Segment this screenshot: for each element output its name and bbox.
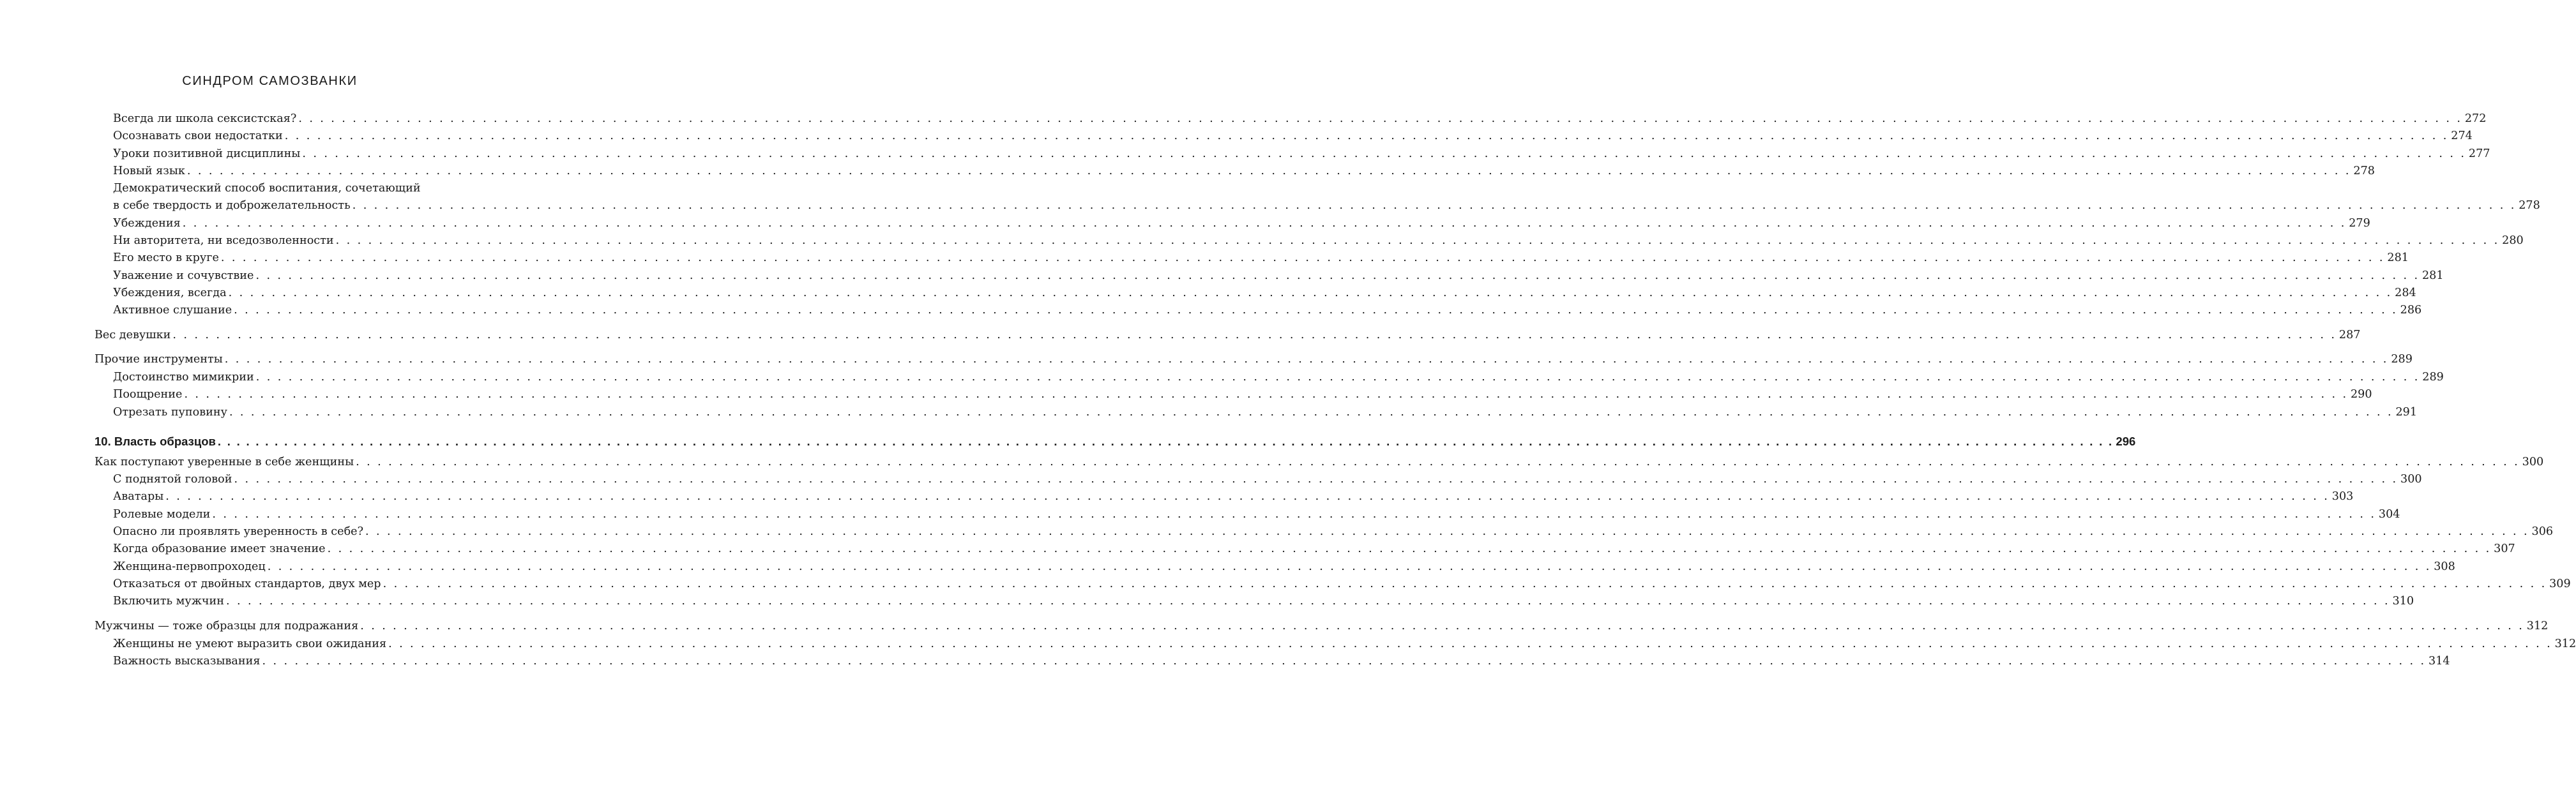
toc-entry <box>113 404 2418 421</box>
toc-page-number: 312 <box>2554 637 2576 650</box>
toc-page-number: 272 <box>2464 112 2487 125</box>
toc-dot-leader: . . . . . . . . . . . . . . . . . . . . . . . . . . . . . . . . . . . . . . . . . . . . . . . . . . . . . . . . . . . . . . . . . . . . . . . . . . . . . . . . . . . . . . . . . . . . . . . . . . . . . . . . . . . . . . . . . . . . . . . . . . . . . . . . . . . . . . . . . . . . . . . . . . . . . . . . . . . . . . . . . . . . . . . . . . . . . . . . . . . . . . . . . . . . . . . . . . . . . . . . <box>298 112 2462 125</box>
toc-page-number: 296 <box>2116 434 2136 448</box>
running-head: СИНДРОМ САМОЗВАНКИ <box>182 74 358 88</box>
toc-dot-leader: . . . . . . . . . . . . . . . . . . . . . . . . . . . . . . . . . . . . . . . . . . . . . . . . . . . . . . . . . . . . . . . . . . . . . . . . . . . . . . . . . . . . . . . . . . . . . . . . . . . . . . . . . . . . . . . . . . . . . . . . . . . . . . . . . . . . . . . . . . . . . . . . . . . . . . . . . . . . . . . . . . . . . . . . . . . . . . . . . . . . . . . . . . . . . . . . . . . . . . . . <box>226 594 2390 608</box>
toc-dot-leader: . . . . . . . . . . . . . . . . . . . . . . . . . . . . . . . . . . . . . . . . . . . . . . . . . . . . . . . . . . . . . . . . . . . . . . . . . . . . . . . . . . . . . . . . . . . . . . . . . . . . . . . . . . . . . . . . . . . . . . . . . . . . . . . . . . . . . . . . . . . . . . . . . . . . . . . . . . . . . . . . . . . . . . . . . . . . . . . . . . . . . . . . . . . . . . . . . . . . . . . . <box>302 147 2466 160</box>
toc-page-number: 274 <box>2451 129 2473 142</box>
toc-entry <box>95 618 2549 635</box>
toc-entry <box>95 351 2413 368</box>
toc-page-number: 281 <box>2421 269 2444 282</box>
toc-dot-leader: . . . . . . . . . . . . . . . . . . . . . . . . . . . . . . . . . . . . . . . . . . . . . . . . . . . . . . . . . . . . . . . . . . . . . . . . . . . . . . . . . . . . . . . . . . . . . . . . . . . . . . . . . . . . . . . . . . . . . . . . . . . . . . . . . . . . . . . . . . . . . . . . . . . . . . . . . . . . . . . . . . . . . . . . . . . . . . . . . . . . . . . . . . . . . . . . . . . . . . . . <box>182 216 2347 230</box>
toc-entry <box>113 369 2444 386</box>
toc-entry-title: Важность высказывания <box>113 654 261 668</box>
toc-entry <box>113 232 2524 250</box>
toc-page-number: 304 <box>2378 507 2400 521</box>
toc-dot-leader: . . . . . . . . . . . . . . . . . . . . . . . . . . . . . . . . . . . . . . . . . . . . . . . . . . . . . . . . . . . . . . . . . . . . . . . . . . . . . . . . . . . . . . . . . . . . . . . . . . . . . . . . . . . . . . . . . . . . . . . . . . . . . . . . . . . . . . . . . . . . . . . . . . . . . . . . . . . . . . . . . . . . . . . . . . . . . . . . . . . . . . . . . . . . . . . . . . . . . . . . <box>172 328 2337 341</box>
toc-entry-title: Мужчины — тоже образцы для подражания <box>95 619 359 632</box>
toc-page-number: 290 <box>2350 387 2372 401</box>
toc-page-number: 308 <box>2434 560 2455 573</box>
toc-entry-title: 10. Власть образцов <box>95 434 216 448</box>
toc-dot-leader: . . . . . . . . . . . . . . . . . . . . . . . . . . . . . . . . . . . . . . . . . . . . . . . . . . . . . . . . . . . . . . . . . . . . . . . . . . . . . . . . . . . . . . . . . . . . . . . . . . . . . . . . . . . . . . . . . . . . . . . . . . . . . . . . . . . . . . . . . . . . . . . . . . . . . . . . . . . . . . . . . . . . . . . . . . . . . . . . . . . . . . . . . . . . . . . . . . . . . . . . <box>165 489 2330 503</box>
toc-dot-leader: . . . . . . . . . . . . . . . . . . . . . . . . . . . . . . . . . . . . . . . . . . . . . . . . . . . . . . . . . . . . . . . . . . . . . . . . . . . . . . . . . . . . . . . . . . . . . . . . . . . . . . . . . . . . . . . . . . . . . . . . . . . . . . . . . . . . . . . . . . . . . . . . . . . . . . . . . . . . . . . . . . . . . . . . . . . . . . . . . . . . . . . . . . . . . . . . . . . . . . . . <box>352 198 2517 212</box>
toc-entry-title: Когда образование имеет значение <box>113 542 326 555</box>
toc-dot-leader: . . . . . . . . . . . . . . . . . . . . . . . . . . . . . . . . . . . . . . . . . . . . . . . . . . . . . . . . . . . . . . . . . . . . . . . . . . . . . . . . . . . . . . . . . . . . . . . . . . . . . . . . . . . . . . . . . . . . . . . . . . . . . . . . . . . . . . . . . . . . . . . . . . . . . . . . . . . . . . . . . . . . . . . . . . . . . . . . . . . . . . . . . . . . . . . . . . . . . . . . <box>186 164 2351 177</box>
toc-entry <box>113 163 2375 180</box>
toc-dot-leader: . . . . . . . . . . . . . . . . . . . . . . . . . . . . . . . . . . . . . . . . . . . . . . . . . . . . . . . . . . . . . . . . . . . . . . . . . . . . . . . . . . . . . . . . . . . . . . . . . . . . . . . . . . . . . . . . . . . . . . . . . . . . . . . . . . . . . . . . . . . . . . . . . . . . . . . . . . . . . . . . . . . . . . . . . . . . . . . . . . . . . . . . . . . . . . . . . . . . . . . . <box>234 303 2398 317</box>
toc-dot-leader: . . . . . . . . . . . . . . . . . . . . . . . . . . . . . . . . . . . . . . . . . . . . . . . . . . . . . . . . . . . . . . . . . . . . . . . . . . . . . . . . . . . . . . . . . . . . . . . . . . . . . . . . . . . . . . . . . . . . . . . . . . . . . . . . . . . . . . . . . . . . . . . . . . . . . . . . . . . . . . . . . . . . . . . . . . . . . . . . . . . . . . . . . . . . . . . . . . . . . . . . <box>356 455 2520 468</box>
toc-dot-leader: . . . . . . . . . . . . . . . . . . . . . . . . . . . . . . . . . . . . . . . . . . . . . . . . . . . . . . . . . . . . . . . . . . . . . . . . . . . . . . . . . . . . . . . . . . . . . . . . . . . . . . . . . . . . . . . . . . . . . . . . . . . . . . . . . . . . . . . . . . . . . . . . . . . . . . . . . . . . . . . . . . . . . . . . . . . . . . . . . . . . . . . . . . . . . . . . . . . . . . . . <box>228 286 2393 299</box>
toc-entry-title: Опасно ли проявлять уверенность в себе? <box>113 525 364 538</box>
toc-page-number: 281 <box>2387 251 2409 264</box>
toc-entry-title: Убеждения, всегда <box>113 286 227 299</box>
toc-dot-leader: . . . . . . . . . . . . . . . . . . . . . . . . . . . . . . . . . . . . . . . . . . . . . . . . . . . . . . . . . . . . . . . . . . . . . . . . . . . . . . . . . . . . . . . . . . . . . . . . . . . . . . . . . . . . . . . . . . . . . . . . . . . . . . . . . . . . . . . . . . . . . . . . . . . . . . . . . . . . . . . . . . . . . . . . . . . . . . . . . . . . . . . . . . . . . . . . . . . . . . . . <box>229 405 2393 419</box>
toc-entry-title: Поощрение <box>113 387 183 401</box>
toc-dot-leader: . . . . . . . . . . . . . . . . . . . . . . . . . . . . . . . . . . . . . . . . . . . . . . . . . . . . . . . . . . . . . . . . . . . . . . . . . . . . . . . . . . . . . . . . . . . . . . . . . . . . . . . . . . . . . . . . . . . . . . . . . . . . . . . . . . . . . . . . . . . . . . . . . . . . . . . . . . . . . . . . . . . . . . . . . . . . . . . . . . . . . . . . . . . . . . . . . . . . . . . . <box>217 434 2114 448</box>
toc-entry <box>113 541 2515 558</box>
toc-entry <box>113 128 2473 145</box>
toc-entry-title: Демократический способ воспитания, сочетающий <box>113 181 421 195</box>
toc-dot-leader: . . . . . . . . . . . . . . . . . . . . . . . . . . . . . . . . . . . . . . . . . . . . . . . . . . . . . . . . . . . . . . . . . . . . . . . . . . . . . . . . . . . . . . . . . . . . . . . . . . . . . . . . . . . . . . . . . . . . . . . . . . . . . . . . . . . . . . . . . . . . . . . . . . . . . . . . . . . . . . . . . . . . . . . . . . . . . . . . . . . . . . . . . . . . . . . . . . . . . . . . <box>184 387 2348 401</box>
toc-page-number: 289 <box>2391 352 2413 366</box>
toc-dot-leader: . . . . . . . . . . . . . . . . . . . . . . . . . . . . . . . . . . . . . . . . . . . . . . . . . . . . . . . . . . . . . . . . . . . . . . . . . . . . . . . . . . . . . . . . . . . . . . . . . . . . . . . . . . . . . . . . . . . . . . . . . . . . . . . . . . . . . . . . . . . . . . . . . . . . . . . . . . . . . . . . . . . . . . . . . . . . . . . . . . . . . . . . . . . . . . . . . . . . . . . . <box>360 619 2524 632</box>
toc-entry-title: Отказаться от двойных стандартов, двух мер <box>113 577 381 590</box>
toc-page-number: 279 <box>2349 216 2370 230</box>
toc-dot-leader: . . . . . . . . . . . . . . . . . . . . . . . . . . . . . . . . . . . . . . . . . . . . . . . . . . . . . . . . . . . . . . . . . . . . . . . . . . . . . . . . . . . . . . . . . . . . . . . . . . . . . . . . . . . . . . . . . . . . . . . . . . . . . . . . . . . . . . . . . . . . . . . . . . . . . . . . . . . . . . . . . . . . . . . . . . . . . . . . . . . . . . . . . . . . . . . . . . . . . . . . <box>327 542 2492 555</box>
toc-entry-title: Уроки позитивной дисциплины <box>113 147 301 160</box>
toc-dot-leader: . . . . . . . . . . . . . . . . . . . . . . . . . . . . . . . . . . . . . . . . . . . . . . . . . . . . . . . . . . . . . . . . . . . . . . . . . . . . . . . . . . . . . . . . . . . . . . . . . . . . . . . . . . . . . . . . . . . . . . . . . . . . . . . . . . . . . . . . . . . . . . . . . . . . . . . . . . . . . . . . . . . . . . . . . . . . . . . . . . . . . . . . . . . . . . . . . . . . . . . . <box>388 637 2552 650</box>
toc-entry <box>113 267 2444 285</box>
toc-page-number: 287 <box>2338 328 2361 341</box>
toc-entry <box>113 110 2487 128</box>
toc-entry-title: Достоинство мимикрии <box>113 370 254 384</box>
toc-entry-title: Осознавать свои недостатки <box>113 129 283 142</box>
toc-entry-title: Активное слушание <box>113 303 232 317</box>
toc-entry-title: Всегда ли школа сексистская? <box>113 112 297 125</box>
toc-entry <box>113 215 2370 232</box>
toc-entry <box>113 523 2554 541</box>
toc-entry-title: Уважение и сочувствие <box>113 269 254 282</box>
toc-page-number: 310 <box>2392 594 2414 608</box>
toc-page-number: 291 <box>2395 405 2418 419</box>
toc-entry-title: Ролевые модели <box>113 507 211 521</box>
toc-dot-leader: . . . . . . . . . . . . . . . . . . . . . . . . . . . . . . . . . . . . . . . . . . . . . . . . . . . . . . . . . . . . . . . . . . . . . . . . . . . . . . . . . . . . . . . . . . . . . . . . . . . . . . . . . . . . . . . . . . . . . . . . . . . . . . . . . . . . . . . . . . . . . . . . . . . . . . . . . . . . . . . . . . . . . . . . . . . . . . . . . . . . . . . . . . . . . . . . . . . . . . . . <box>365 525 2529 538</box>
toc-entry-title: Отрезать пуповину <box>113 405 227 419</box>
toc-entry-title: Прочие инструменты <box>95 352 223 366</box>
toc-entry <box>113 386 2372 403</box>
toc-entry <box>113 636 2576 653</box>
toc-dot-leader: . . . . . . . . . . . . . . . . . . . . . . . . . . . . . . . . . . . . . . . . . . . . . . . . . . . . . . . . . . . . . . . . . . . . . . . . . . . . . . . . . . . . . . . . . . . . . . . . . . . . . . . . . . . . . . . . . . . . . . . . . . . . . . . . . . . . . . . . . . . . . . . . . . . . . . . . . . . . . . . . . . . . . . . . . . . . . . . . . . . . . . . . . . . . . . . . . . . . . . . . <box>284 129 2449 142</box>
toc-entry <box>113 302 2422 319</box>
toc-dot-leader: . . . . . . . . . . . . . . . . . . . . . . . . . . . . . . . . . . . . . . . . . . . . . . . . . . . . . . . . . . . . . . . . . . . . . . . . . . . . . . . . . . . . . . . . . . . . . . . . . . . . . . . . . . . . . . . . . . . . . . . . . . . . . . . . . . . . . . . . . . . . . . . . . . . . . . . . . . . . . . . . . . . . . . . . . . . . . . . . . . . . . . . . . . . . . . . . . . . . . . . . <box>234 472 2398 486</box>
toc-page-number: 314 <box>2428 654 2450 668</box>
toc-entry-title: в себе твердость и доброжелательность <box>113 198 351 212</box>
toc-dot-leader: . . . . . . . . . . . . . . . . . . . . . . . . . . . . . . . . . . . . . . . . . . . . . . . . . . . . . . . . . . . . . . . . . . . . . . . . . . . . . . . . . . . . . . . . . . . . . . . . . . . . . . . . . . . . . . . . . . . . . . . . . . . . . . . . . . . . . . . . . . . . . . . . . . . . . . . . . . . . . . . . . . . . . . . . . . . . . . . . . . . . . . . . . . . . . . . . . . . . . . . . <box>262 654 2427 668</box>
toc-entry <box>113 180 471 197</box>
toc-entry-title: С поднятой головой <box>113 472 232 486</box>
toc-entry-title: Женщины не умеют выразить свои ожидания <box>113 637 387 650</box>
toc-entry-title: Как поступают уверенные в себе женщины <box>95 455 354 468</box>
toc-page-number: 309 <box>2549 577 2571 590</box>
toc-entry <box>113 250 2409 267</box>
toc-entry <box>113 285 2416 302</box>
toc-dot-leader: . . . . . . . . . . . . . . . . . . . . . . . . . . . . . . . . . . . . . . . . . . . . . . . . . . . . . . . . . . . . . . . . . . . . . . . . . . . . . . . . . . . . . . . . . . . . . . . . . . . . . . . . . . . . . . . . . . . . . . . . . . . . . . . . . . . . . . . . . . . . . . . . . . . . . . . . . . . . . . . . . . . . . . . . . . . . . . . . . . . . . . . . . . . . . . . . . . . . . . . . <box>383 577 2547 590</box>
toc-entry <box>113 506 2400 523</box>
toc-entry <box>113 653 2450 670</box>
toc-entry <box>113 197 2540 214</box>
toc-dot-leader: . . . . . . . . . . . . . . . . . . . . . . . . . . . . . . . . . . . . . . . . . . . . . . . . . . . . . . . . . . . . . . . . . . . . . . . . . . . . . . . . . . . . . . . . . . . . . . . . . . . . . . . . . . . . . . . . . . . . . . . . . . . . . . . . . . . . . . . . . . . . . . . . . . . . . . . . . . . . . . . . . . . . . . . . . . . . . . . . . . . . . . . . . . . . . . . . . . . . . . . . <box>255 370 2420 384</box>
toc-page-number: 303 <box>2331 489 2354 503</box>
toc-entry <box>95 327 2361 344</box>
toc-dot-leader: . . . . . . . . . . . . . . . . . . . . . . . . . . . . . . . . . . . . . . . . . . . . . . . . . . . . . . . . . . . . . . . . . . . . . . . . . . . . . . . . . . . . . . . . . . . . . . . . . . . . . . . . . . . . . . . . . . . . . . . . . . . . . . . . . . . . . . . . . . . . . . . . . . . . . . . . . . . . . . . . . . . . . . . . . . . . . . . . . . . . . . . . . . . . . . . . . . . . . . . . <box>255 269 2420 282</box>
toc-entry <box>113 576 2571 593</box>
toc-page-number: 300 <box>2522 455 2544 468</box>
toc-page-number: 277 <box>2468 147 2490 160</box>
toc-page-number: 306 <box>2531 525 2554 538</box>
toc-dot-leader: . . . . . . . . . . . . . . . . . . . . . . . . . . . . . . . . . . . . . . . . . . . . . . . . . . . . . . . . . . . . . . . . . . . . . . . . . . . . . . . . . . . . . . . . . . . . . . . . . . . . . . . . . . . . . . . . . . . . . . . . . . . . . . . . . . . . . . . . . . . . . . . . . . . . . . . . . . . . . . . . . . . . . . . . . . . . . . . . . . . . . . . . . . . . . . . . . . . . . . . . <box>267 560 2432 573</box>
toc-dot-leader: . . . . . . . . . . . . . . . . . . . . . . . . . . . . . . . . . . . . . . . . . . . . . . . . . . . . . . . . . . . . . . . . . . . . . . . . . . . . . . . . . . . . . . . . . . . . . . . . . . . . . . . . . . . . . . . . . . . . . . . . . . . . . . . . . . . . . . . . . . . . . . . . . . . . . . . . . . . . . . . . . . . . . . . . . . . . . . . . . . . . . . . . . . . . . . . . . . . . . . . . <box>224 352 2389 366</box>
toc-page-number: 307 <box>2494 542 2515 555</box>
toc-entry-title: Его место в круге <box>113 251 219 264</box>
toc-entry-title: Убеждения <box>113 216 181 230</box>
toc-entry-title: Вес девушки <box>95 328 171 341</box>
toc-entry <box>113 593 2414 610</box>
toc-page-number: 300 <box>2400 472 2422 486</box>
toc-entry <box>113 471 2422 488</box>
toc-page-number: 284 <box>2395 286 2416 299</box>
toc-entry-title: Женщина-первопроходец <box>113 560 266 573</box>
toc-page-number: 312 <box>2526 619 2549 632</box>
toc-entry-title: Новый язык <box>113 164 185 177</box>
toc-page-number: 286 <box>2400 303 2422 317</box>
toc-entry-title: Ни авторитета, ни вседозволенности <box>113 234 334 247</box>
toc-dot-leader: . . . . . . . . . . . . . . . . . . . . . . . . . . . . . . . . . . . . . . . . . . . . . . . . . . . . . . . . . . . . . . . . . . . . . . . . . . . . . . . . . . . . . . . . . . . . . . . . . . . . . . . . . . . . . . . . . . . . . . . . . . . . . . . . . . . . . . . . . . . . . . . . . . . . . . . . . . . . . . . . . . . . . . . . . . . . . . . . . . . . . . . . . . . . . . . . . . . . . . . . <box>220 251 2385 264</box>
toc-entry-title: Аватары <box>113 489 164 503</box>
toc-page-number: 278 <box>2353 164 2375 177</box>
toc-entry <box>113 488 2354 505</box>
toc-chapter-entry <box>95 433 2136 450</box>
toc-entry <box>95 454 2544 471</box>
toc-page-number: 278 <box>2519 198 2540 212</box>
toc-page-number: 280 <box>2502 234 2524 247</box>
toc-dot-leader: . . . . . . . . . . . . . . . . . . . . . . . . . . . . . . . . . . . . . . . . . . . . . . . . . . . . . . . . . . . . . . . . . . . . . . . . . . . . . . . . . . . . . . . . . . . . . . . . . . . . . . . . . . . . . . . . . . . . . . . . . . . . . . . . . . . . . . . . . . . . . . . . . . . . . . . . . . . . . . . . . . . . . . . . . . . . . . . . . . . . . . . . . . . . . . . . . . . . . . . . <box>212 507 2376 521</box>
toc-dot-leader: . . . . . . . . . . . . . . . . . . . . . . . . . . . . . . . . . . . . . . . . . . . . . . . . . . . . . . . . . . . . . . . . . . . . . . . . . . . . . . . . . . . . . . . . . . . . . . . . . . . . . . . . . . . . . . . . . . . . . . . . . . . . . . . . . . . . . . . . . . . . . . . . . . . . . . . . . . . . . . . . . . . . . . . . . . . . . . . . . . . . . . . . . . . . . . . . . . . . . . . . <box>335 234 2500 247</box>
toc-entry-title: Включить мужчин <box>113 594 224 608</box>
toc-entry <box>113 146 2490 163</box>
toc-page-number: 289 <box>2422 370 2444 384</box>
toc-entry <box>113 558 2455 576</box>
